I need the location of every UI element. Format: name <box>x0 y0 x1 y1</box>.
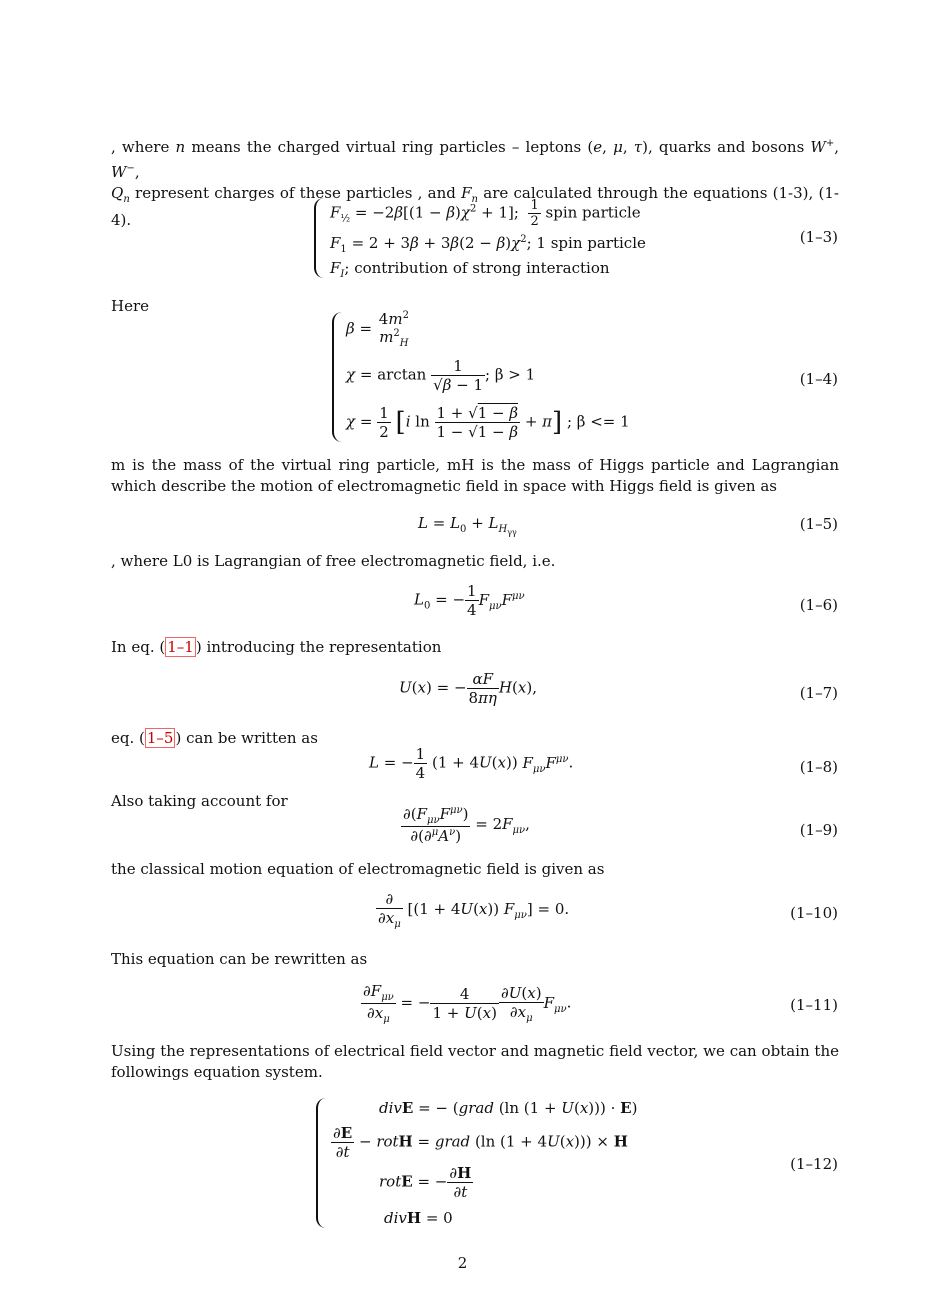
eq-number-1-4: (1–4) <box>799 370 838 388</box>
eq-1-4-row-3: χ = $\frac{1}{2}$ [i ln $\frac{1 + √1 - \beta}{1 - √1 - \beta}$ + π] ; β <= 1 <box>346 404 630 441</box>
eq-number-1-11: (1–11) <box>790 996 838 1014</box>
eq-1-12-row-4: divH = 0 <box>384 1209 453 1227</box>
eq-number-1-6: (1–6) <box>799 596 838 614</box>
eq-number-1-9: (1–9) <box>799 821 838 839</box>
eq-1-12-row-2: $\frac{\partial E}{\partial t}$ − rotH = grad (ln (1 + 4U(x))) × H <box>333 1124 628 1161</box>
equation-1-10: $\frac{\partial}{\partial x_\mu}$ [(1 + 4U(x)) $F_{\mu\nu}] = 0$. <box>378 890 570 930</box>
using-representations-paragraph: Using the representations of electrical field vector and magnetic field vector, we can obtain the followings equation system. <box>111 1042 839 1081</box>
eq-1-3-row-1: $F_{\frac{1}{2}} = -2\beta[(1 - \beta)\chi^2 + 1]$; $\frac{1}{2}$ spin particle <box>330 198 641 229</box>
equation-1-8: L = − $\frac{1}{4}$ (1 + 4U(x)) $F_{\mu\nu}F^{\mu\nu}$. <box>369 745 574 782</box>
intro-line-1: , where n means the charged virtual ring particles – leptons (e, μ, τ), quarks and bosons W+, W−, <box>111 138 840 181</box>
mass-paragraph: m is the mass of the virtual ring particle, mH is the mass of Higgs particle and Lagrangian which describe the motion of electromagnetic field in space with Higgs field is given as <box>111 456 839 495</box>
eq-1-3-row-1-label: spin particle <box>545 203 641 222</box>
eq-1-12-row-3: rotE = − $\frac{\partial H}{\partial t}$ <box>379 1164 472 1201</box>
eq-ref-1-5-link[interactable]: 1–5 <box>146 729 174 747</box>
intro-representation-paragraph <box>111 637 839 658</box>
page-number: 2 <box>457 1254 468 1272</box>
eq-1-4-condition-2: β <= 1 <box>576 412 630 431</box>
brace-1-4 <box>332 312 342 442</box>
ref-suffix-2: ) can be written as <box>175 729 318 747</box>
equation-1-9: $\frac{\partial(F_{\mu\nu}F^{\mu\nu})}{\partial(\partial^\mu A^\nu)}$ = $2F_{\mu\nu}$, <box>403 805 530 845</box>
eq-1-3-row-3: $F_I$; contribution of strong interaction <box>330 259 610 280</box>
also-paragraph: Also taking account for <box>111 792 288 810</box>
eq-1-3-row-2: $F_1 = 2 + 3\beta + 3\beta(2 - \beta)\chi^2$; 1 spin particle <box>330 234 646 255</box>
ref-prefix-2: eq. ( <box>111 729 145 747</box>
equation-1-5: $L = L_0 + L_{H_{\gamma\gamma}}$ <box>418 514 517 537</box>
classical-motion-paragraph: the classical motion equation of electromagnetic field is given as <box>111 860 605 878</box>
eq-number-1-10: (1–10) <box>790 904 838 922</box>
eq-1-4-condition-1: β > 1 <box>494 365 536 384</box>
brace-1-12 <box>316 1098 326 1228</box>
rewrite-paragraph: This equation can be rewritten as <box>111 950 368 968</box>
ref-prefix: In eq. ( <box>111 638 166 656</box>
eq-1-3-row-2-label: 1 spin particle <box>536 234 646 252</box>
equation-1-7: U(x) = − $\frac{\alpha F}{8\pi\eta}$ H(x), <box>399 670 537 707</box>
free-lagrangian-paragraph: , where L0 is Lagrangian of free electromagnetic field, i.e. <box>111 552 556 570</box>
eq-1-4-row-1: β = $4m^2$ $m^2_H$ <box>346 310 409 349</box>
eq-number-1-12: (1–12) <box>790 1155 838 1173</box>
brace-1-3 <box>314 198 324 278</box>
equation-1-11: $\frac{\partial F_{\mu\nu}}{\partial x_\mu}$ = − $\frac{4}{1 + U(x)}$ $\frac{\partial U(x)}{\partial x_\mu}$ $F_{\mu\nu}$. <box>363 982 572 1025</box>
eq-number-1-3: (1–3) <box>799 228 838 246</box>
ref-suffix: ) introducing the representation <box>195 638 442 656</box>
here-label: Here <box>111 297 150 315</box>
eq-number-1-5: (1–5) <box>799 515 838 533</box>
eq-number-1-8: (1–8) <box>799 758 838 776</box>
equation-1-6: $L_0$ = − $\frac{1}{4}$ $F_{\mu\nu}F^{\mu\nu}$ <box>414 582 525 619</box>
eq-1-3-row-3-label: contribution of strong interaction <box>354 259 610 277</box>
eq-number-1-7: (1–7) <box>799 684 838 702</box>
eq-1-12-row-1: divE = − (grad (ln (1 + U(x))) · E) <box>379 1099 638 1117</box>
eq-1-4-row-2: χ = arctan $\frac{1}{√\beta - 1}$ ; β > 1 <box>346 357 536 394</box>
intro-line-2: $Q_n$ represent charges of these particles , and $F_n$ are calculated through the equations (1-3), (1-4). <box>111 184 839 229</box>
eq-ref-1-1-link[interactable]: 1–1 <box>167 638 194 656</box>
